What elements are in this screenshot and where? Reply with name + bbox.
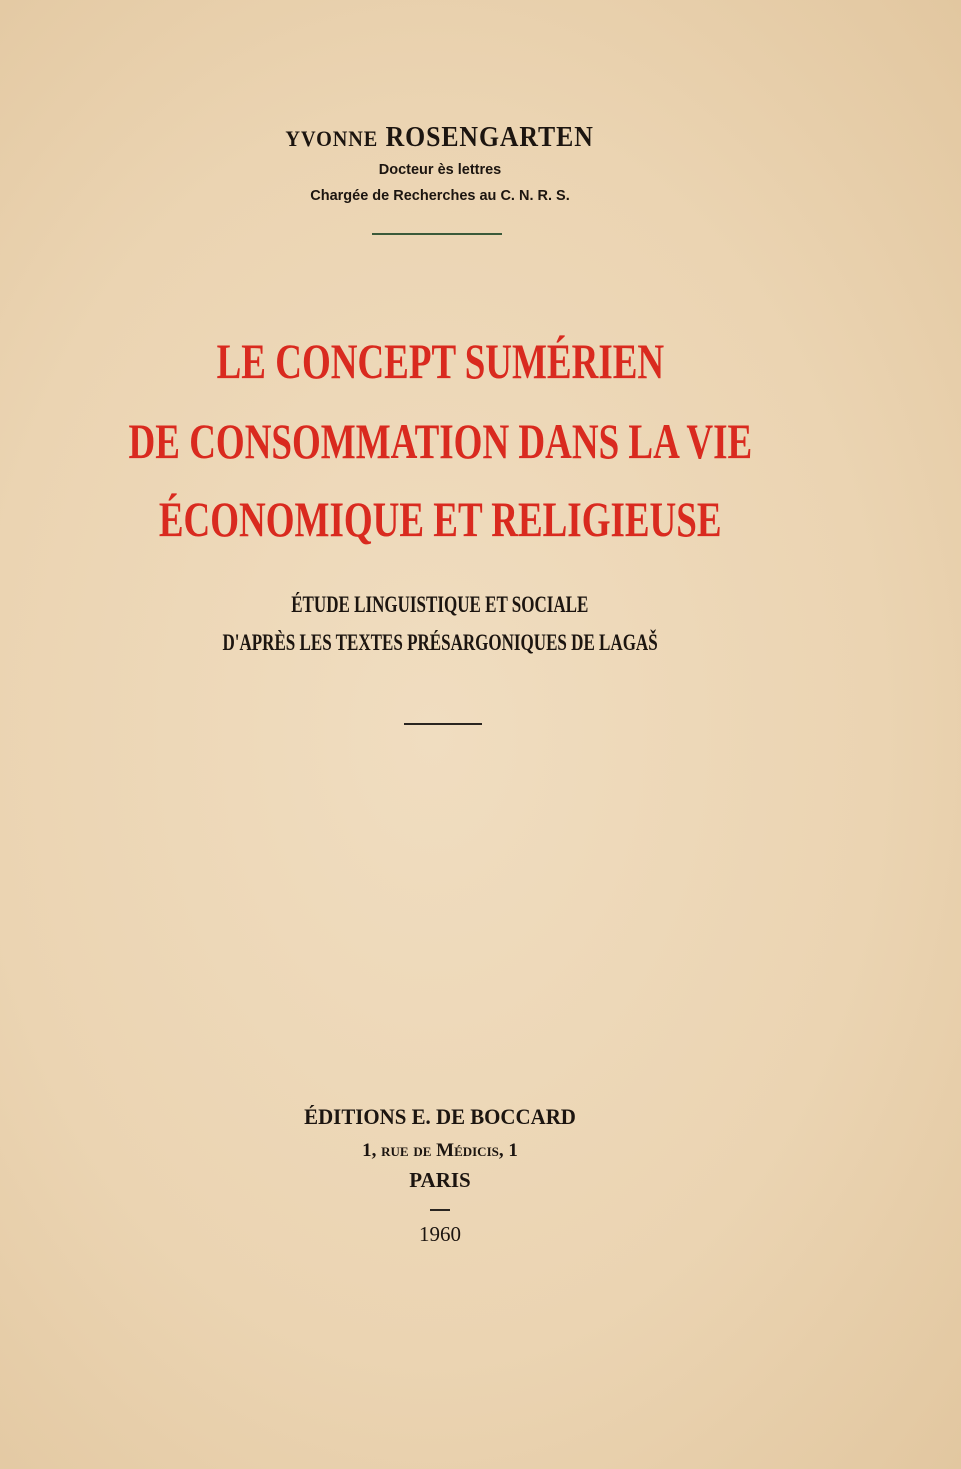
title-line-2: DE CONSOMMATION DANS LA VIE xyxy=(128,413,752,469)
subtitle-line-2: D'APRÈS LES TEXTES PRÉSARGONIQUES DE LAGAŠ xyxy=(222,630,658,655)
subtitle-line-1: ÉTUDE LINGUISTIQUE ET SOCIALE xyxy=(291,592,589,617)
publisher-address: 1, rue de Médicis, 1 xyxy=(362,1140,518,1161)
divider xyxy=(404,723,482,725)
title-line-3: ÉCONOMIQUE ET RELIGIEUSE xyxy=(158,491,722,547)
publisher-name: ÉDITIONS E. DE BOCCARD xyxy=(304,1104,576,1129)
publisher-city: PARIS xyxy=(409,1168,471,1192)
author-last-name: ROSENGARTEN xyxy=(386,122,595,153)
divider xyxy=(430,1209,450,1211)
author-first-name: YVONNE xyxy=(285,126,379,151)
author-name xyxy=(0,122,880,154)
publication-year: 1960 xyxy=(419,1222,461,1246)
divider xyxy=(372,233,502,235)
author-position: Chargée de Recherches au C. N. R. S. xyxy=(310,188,570,204)
title-line-1: LE CONCEPT SUMÉRIEN xyxy=(216,333,664,389)
author-degree: Docteur ès lettres xyxy=(378,162,502,178)
